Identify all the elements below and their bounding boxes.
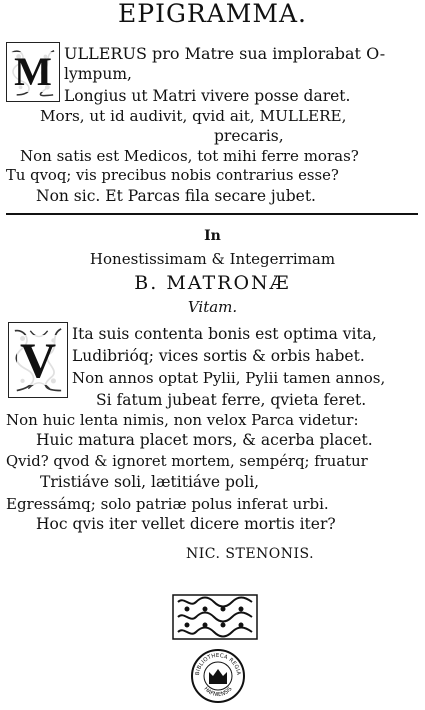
library-stamp-icon [190,648,246,704]
poem-line: Ita suis contenta bonis est optima vita, [72,325,377,343]
heading-name: B. MATRONÆ [134,272,291,294]
crown-icon [209,669,227,684]
section-divider [6,213,418,215]
epigram-line: Mors, ut id audivit, qvid ait, MULLERE, [40,107,347,125]
dropcap-v [8,322,68,398]
epigram-line: Non satis est Medicos, tot mihi ferre moras? [20,147,359,165]
poem-line: Egressámq; solo patriæ polus inferat urbi. [6,495,329,513]
heading-in: In [204,228,221,244]
poem-line: Tristiáve soli, lætitiáve poli, [40,473,260,491]
author-signature: NIC. STENONIS. [186,546,315,562]
printer-ornament-icon [172,594,258,640]
dropcap-letter: V [17,335,59,385]
poem-line: Hoc qvis iter vellet dicere mortis iter? [36,515,336,533]
poem-line: Ludibrióq; vices sortis & orbis habet. [72,347,365,365]
stamp-bottom-text: HAFNIENSIS [202,686,234,699]
poem-line: Non huic lenta nimis, non velox Parca videtur: [6,411,359,429]
poem-line: Non annos optat Pylii, Pylii tamen annos, [72,369,386,387]
stamp-top-text: BIBLIOTHECA REGIA [194,652,242,676]
epigram-line: lympum, [64,65,132,83]
poem-line: Si fatum jubeat ferre, qvieta feret. [96,391,367,409]
heading-subject: Honestissimam & Integerrimam [89,250,336,268]
poem-line: Huic matura placet mors, & acerba placet. [36,431,373,449]
poem-line: Qvid? qvod & ignoret mortem, sempérq; fruatur [6,453,368,470]
epigram-line: Tu qvoq; vis precibus nobis contrarius esse? [6,167,339,184]
heading-vitam: Vitam. [187,298,238,316]
dropcap-m [6,42,60,102]
page-title: EPIGRAMMA. [118,0,307,28]
epigram-line: Longius ut Matri vivere posse daret. [64,87,351,105]
epigram-line: ULLERUS pro Matre sua implorabat O- [64,44,386,63]
svg-text:HAFNIENSIS [202,686,233,698]
epigram-line: precaris, [214,127,284,145]
dropcap-letter: M [11,52,55,92]
epigram-line: Non sic. Et Parcas fila secare jubet. [36,187,316,205]
